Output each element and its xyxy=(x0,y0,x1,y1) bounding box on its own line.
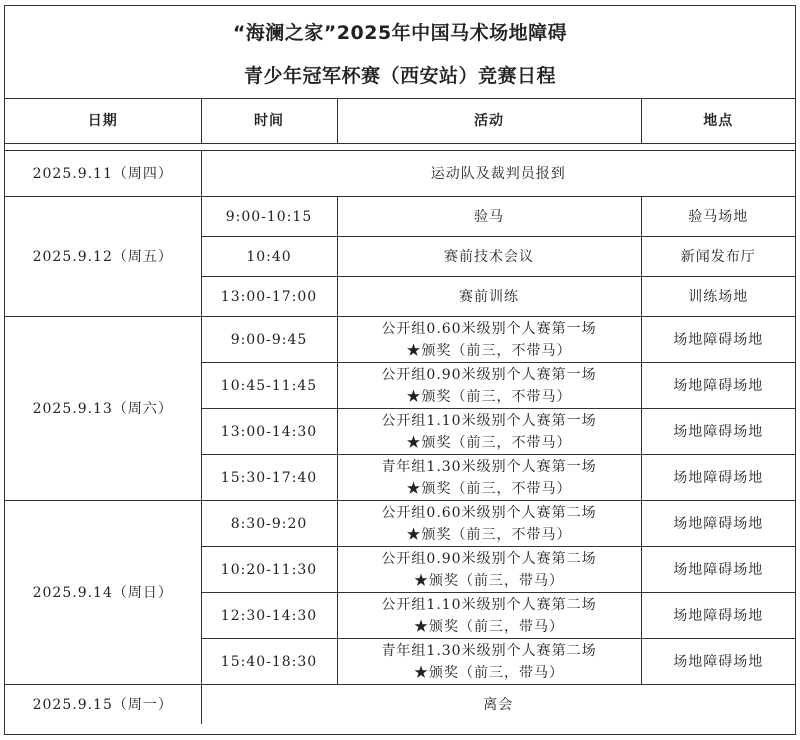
activity-cell xyxy=(337,593,641,639)
award-note: ★颁奖（前三，带马） xyxy=(414,572,564,589)
activity-title: 青年组1.30米级别个人赛第二场 xyxy=(381,642,597,659)
time-cell: 10:20-11:30 xyxy=(201,547,337,593)
location-cell: 验马场地 xyxy=(641,197,795,237)
award-note: ★颁奖（前三，不带马） xyxy=(406,388,572,405)
location-cell: 场地障碍场地 xyxy=(641,317,795,363)
table-row xyxy=(5,317,795,363)
time-cell: 8:30-9:20 xyxy=(201,501,337,547)
time-cell: 10:40 xyxy=(201,237,337,277)
spacer-row xyxy=(5,144,795,151)
activity-cell xyxy=(337,317,641,363)
activity-cell xyxy=(337,639,641,685)
activity-cell xyxy=(337,455,641,501)
time-cell: 15:30-17:40 xyxy=(201,455,337,501)
location-cell: 场地障碍场地 xyxy=(641,363,795,409)
table-row xyxy=(5,197,795,237)
award-note: ★颁奖（前三，不带马） xyxy=(406,480,572,497)
activity-cell xyxy=(337,409,641,455)
location-cell: 场地障碍场地 xyxy=(641,593,795,639)
date-cell: 2025.9.11（周四） xyxy=(5,151,201,197)
note-cell: 离会 xyxy=(201,685,795,725)
title-line-1: “海澜之家”2025年中国马术场地障碍 xyxy=(232,22,568,44)
date-cell: 2025.9.12（周五） xyxy=(5,197,201,317)
activity-title: 青年组1.30米级别个人赛第一场 xyxy=(381,458,597,475)
activity-cell xyxy=(337,363,641,409)
activity-title: 公开组0.60米级别个人赛第二场 xyxy=(381,504,597,521)
location-cell: 训练场地 xyxy=(641,277,795,317)
location-cell: 场地障碍场地 xyxy=(641,547,795,593)
activity-cell: 赛前训练 xyxy=(337,277,641,317)
table-row xyxy=(5,685,795,725)
activity-title: 公开组0.60米级别个人赛第一场 xyxy=(381,320,597,337)
time-cell: 12:30-14:30 xyxy=(201,593,337,639)
schedule-document xyxy=(4,5,796,735)
activity-title: 公开组1.10米级别个人赛第二场 xyxy=(381,596,597,613)
date-cell: 2025.9.15（周一） xyxy=(5,685,201,725)
table-row xyxy=(5,501,795,547)
time-cell: 13:00-14:30 xyxy=(201,409,337,455)
header-date: 日期 xyxy=(5,99,201,144)
award-note: ★颁奖（前三，不带马） xyxy=(406,526,572,543)
title-block xyxy=(5,6,795,99)
activity-cell xyxy=(337,547,641,593)
award-note: ★颁奖（前三，带马） xyxy=(414,664,564,681)
time-cell: 13:00-17:00 xyxy=(201,277,337,317)
header-location: 地点 xyxy=(641,99,795,144)
table-row xyxy=(5,151,795,197)
header-row xyxy=(5,99,795,144)
time-cell: 9:00-10:15 xyxy=(201,197,337,237)
schedule-table xyxy=(5,99,795,724)
location-cell: 场地障碍场地 xyxy=(641,501,795,547)
activity-title: 公开组1.10米级别个人赛第一场 xyxy=(381,412,597,429)
award-note: ★颁奖（前三，不带马） xyxy=(406,434,572,451)
location-cell: 场地障碍场地 xyxy=(641,455,795,501)
location-cell: 新闻发布厅 xyxy=(641,237,795,277)
activity-cell: 验马 xyxy=(337,197,641,237)
activity-cell xyxy=(337,501,641,547)
time-cell: 9:00-9:45 xyxy=(201,317,337,363)
activity-cell: 赛前技术会议 xyxy=(337,237,641,277)
title-line-2: 青少年冠军杯赛（西安站）竞赛日程 xyxy=(243,65,556,87)
location-cell: 场地障碍场地 xyxy=(641,409,795,455)
header-time: 时间 xyxy=(201,99,337,144)
header-activity: 活动 xyxy=(337,99,641,144)
location-cell: 场地障碍场地 xyxy=(641,639,795,685)
time-cell: 10:45-11:45 xyxy=(201,363,337,409)
date-cell: 2025.9.13（周六） xyxy=(5,317,201,501)
date-cell: 2025.9.14（周日） xyxy=(5,501,201,685)
note-cell: 运动队及裁判员报到 xyxy=(201,151,795,197)
award-note: ★颁奖（前三，带马） xyxy=(414,618,564,635)
award-note: ★颁奖（前三，不带马） xyxy=(406,342,572,359)
time-cell: 15:40-18:30 xyxy=(201,639,337,685)
activity-title: 公开组0.90米级别个人赛第二场 xyxy=(381,550,597,567)
activity-title: 公开组0.90米级别个人赛第一场 xyxy=(381,366,597,383)
